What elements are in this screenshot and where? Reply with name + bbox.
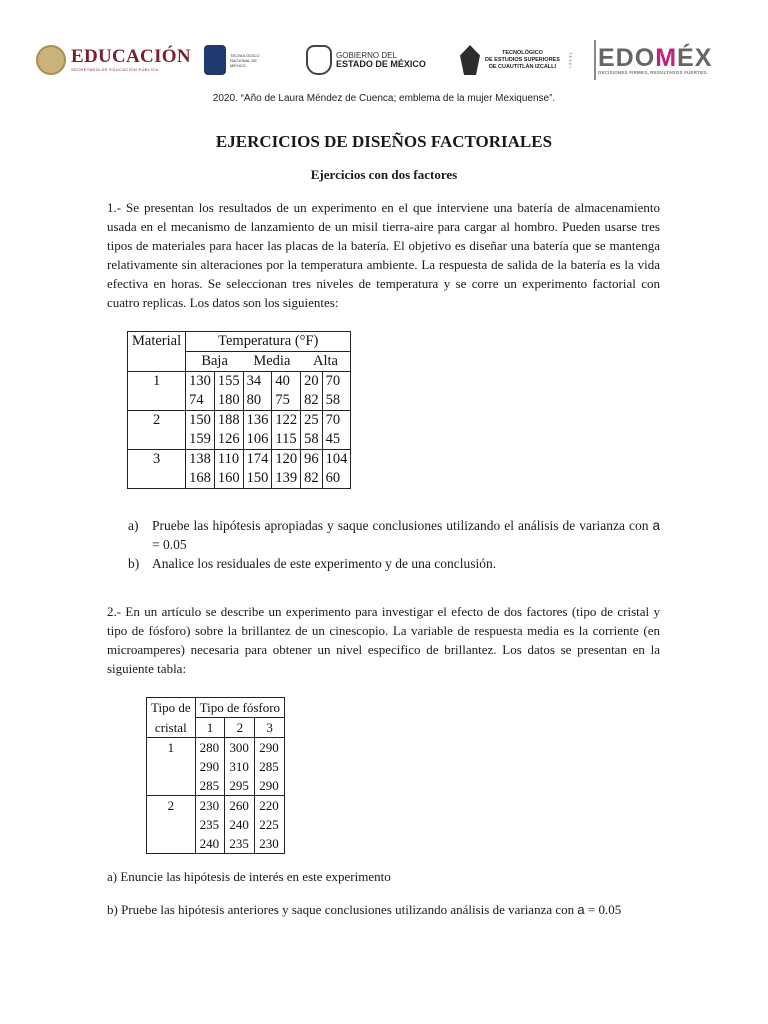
question-b-text: Analice los residuales de este experimento y de una conclusión. [152,556,497,571]
problem2-text: 2.- En un artículo se describe un experimento para investigar el efecto de dos factores (tipo de cristal y tipo de fósforo) sobre la brillantez de un cinescopio. La variable de respuesta media es la corriente (en microamperes) necesaria para obtener un nivel especifico de brillantez. Los datos se presentan en la siguiente tabla: [107,604,660,676]
table-row: 168 160 150 139 82 60 [128,469,351,489]
phosphor-table: Tipo de Tipo de fósforo cristal 1 2 3 1 280 300 290 290 310 285 285 295 290 2 230 260 220 235 240 225 240 235 230 [146,697,285,854]
tesci-emblem-icon [460,45,480,75]
tecnm-caption: TECNOLÓGICO NACIONAL DE MÉXICO [230,52,260,68]
tesci-line2: DE ESTUDIOS SUPERIORES [485,56,560,63]
national-seal-icon [36,45,66,75]
year-motto: 2020. “Año de Laura Méndez de Cuenca; emblema de la mujer Mexiquense”. [212,93,556,104]
table-row: 1 280 300 290 [147,738,285,758]
list-item [128,554,660,573]
tesci-vertical-label: TESCI [567,51,573,69]
table-row: 159 126 106 115 58 45 [128,430,351,450]
list-item [128,516,660,554]
tesci-line3: DE CUAUTITLÁN IZCALLI [488,63,557,70]
table-row: 3 138 110 174 120 96 104 [128,450,351,470]
problem2-question-a: a) Enuncie las hipótesis de interés en este experimento [107,869,391,884]
state-shield-icon [306,45,332,75]
table-row: 240 235 230 [147,834,285,854]
level-alta: Alta [301,352,351,372]
question-b-letter: b) [128,556,140,571]
document-title: EJERCICIOS DE DISEÑOS FACTORIALES [215,132,553,151]
edomex-logo [598,40,712,80]
gobierno-logo [306,40,426,80]
question-a-text: Pruebe las hipótesis apropiadas y saque conclusiones utilizando el análisis de varianza con a = 0.05 [152,518,661,552]
table-row: 1 130 155 34 40 20 70 [128,372,351,392]
header-tipo-de: Tipo de [147,698,196,718]
alpha-symbol: a [652,518,661,533]
header-temperatura: Temperatura (°F) [186,332,351,352]
alpha-symbol: a [577,902,585,917]
educacion-logo [36,40,191,80]
edomex-wordmark: EDOMÉX [598,43,713,72]
table-row: 290 310 285 [147,757,285,776]
table-row: 285 295 290 [147,776,285,796]
gobierno-line2: ESTADO DE MÉXICO [336,59,426,69]
educacion-name: EDUCACIÓN [71,46,191,67]
tesci-logo [460,40,573,80]
problem2-question-b: b) Pruebe las hipótesis anteriores y saque conclusiones utilizando análisis de varianza con a = 0.05 [107,902,622,917]
level-media: Media [243,352,301,372]
table-row: 2 230 260 220 [147,796,285,816]
tecnm-emblem-icon [204,45,226,75]
problem1-text: 1.- Se presentan los resultados de un experimento en el que interviene una batería de almacenamiento usada en el mecanismo de lanzamiento de un misil tierra-aire para cargar al hombro. Pueden usarse tres tipos de materiales para hacer las placas de la batería. El objetivo es diseñar una batería que se mantenga relativamente sin alteraciones por la temperatura ambiente. La respuesta de salida de la batería es la vida efectiva en horas. Se seleccionan tres niveles de temperatura y se corre un experimento factorial con cuatro replicas. Los datos son los siguientes: [107,200,660,310]
question-a-letter: a) [128,518,139,533]
edomex-slogan: DECISIONES FIRMES, RESULTADOS FUERTES. [598,69,708,75]
letterhead [36,40,742,82]
table-row: 235 240 225 [147,815,285,834]
battery-life-table [127,331,351,489]
tesci-line1: TECNOLÓGICO [501,49,543,56]
tecnm-logo [204,40,270,80]
educacion-subtitle: SECRETARÍA DE EDUCACIÓN PÚBLICA [71,67,159,72]
table-row: 74 180 80 75 82 58 [128,391,351,411]
logo-divider [594,40,596,80]
header-tipo-fosforo: Tipo de fósforo [195,698,284,718]
header-cristal: cristal [147,718,196,738]
problem1-questions [128,516,660,573]
level-baja: Baja [186,352,244,372]
table-row: 2 150 188 136 122 25 70 [128,411,351,431]
section-subtitle: Ejercicios con dos factores [310,167,458,182]
gobierno-line1: GOBIERNO DEL [336,51,397,60]
header-material: Material [128,332,186,352]
